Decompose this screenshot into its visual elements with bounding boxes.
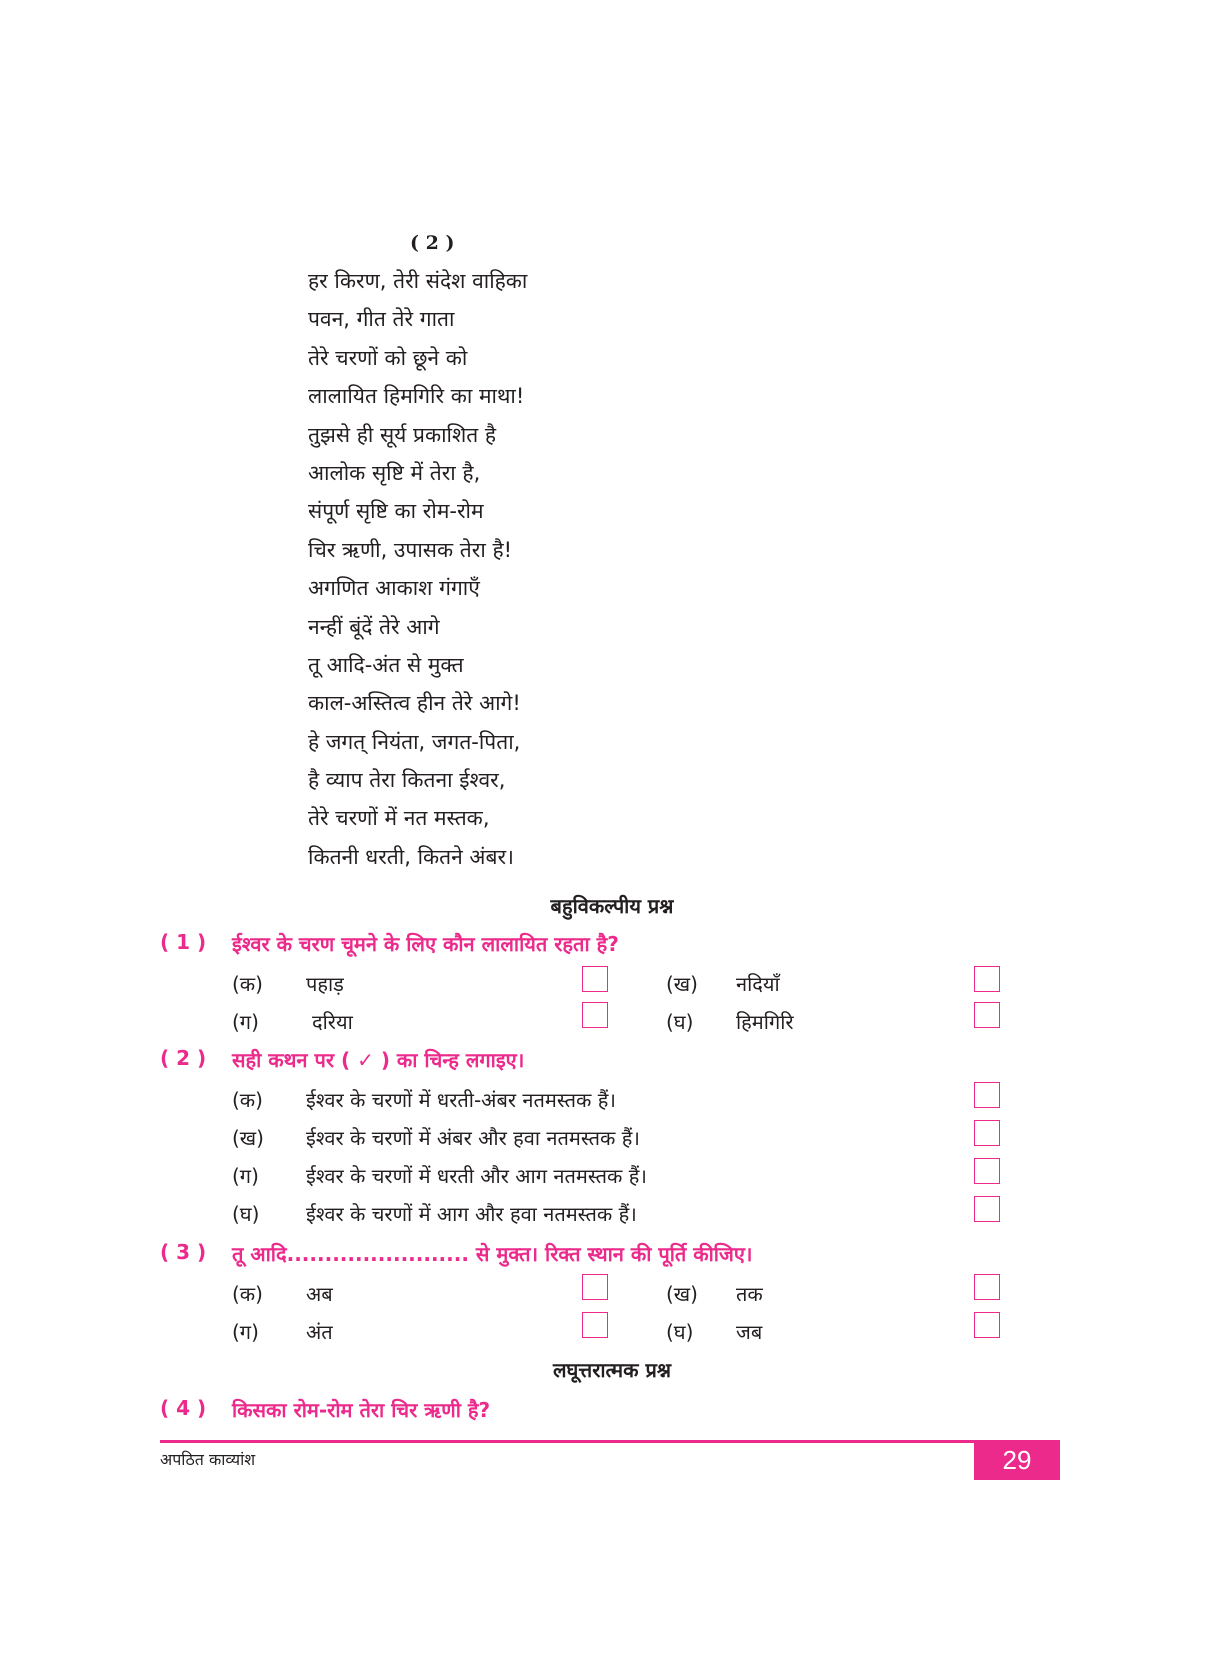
q2-option-d-checkbox[interactable] xyxy=(974,1196,1000,1222)
q3-option-a-checkbox[interactable] xyxy=(582,1274,608,1300)
footer-rule xyxy=(160,1440,1060,1443)
q3-option-a-label: (क) xyxy=(232,1282,263,1306)
question-1-number: ( 1 ) xyxy=(160,930,207,954)
q1-option-b-label: (ख) xyxy=(666,972,698,996)
short-answer-section-title: लघूत्तरात्मक प्रश्न xyxy=(553,1358,671,1382)
q3-option-d-label: (घ) xyxy=(666,1320,694,1344)
q2-option-b-label: (ख) xyxy=(232,1126,264,1150)
poem-line: पवन, गीत तेरे गाता xyxy=(308,307,455,332)
poem-line: संपूर्ण सृष्टि का रोम-रोम xyxy=(308,499,484,524)
poem-line: अगणित आकाश गंगाएँ xyxy=(308,576,480,601)
poem-line: तू आदि-अंत से मुक्त xyxy=(308,652,464,677)
q3-option-d-checkbox[interactable] xyxy=(974,1312,1000,1338)
q1-option-d-checkbox[interactable] xyxy=(974,1002,1000,1028)
poem-line: काल-अस्तित्व हीन तेरे आगे! xyxy=(308,691,521,716)
footer-section-name: अपठित काव्यांश xyxy=(160,1450,256,1469)
poem-number: ( 2 ) xyxy=(410,232,455,254)
q3-option-d-text: जब xyxy=(736,1320,763,1344)
poem-line: तुझसे ही सूर्य प्रकाशित है xyxy=(308,422,497,447)
q2-option-d-text: ईश्वर के चरणों में आग और हवा नतमस्तक हैं। xyxy=(306,1202,637,1226)
q1-option-c-text: दरिया xyxy=(312,1010,353,1034)
poem-line: हे जगत् नियंता, जगत-पिता, xyxy=(308,729,521,754)
poem-line: आलोक सृष्टि में तेरा है, xyxy=(308,460,481,485)
q3-option-c-label: (ग) xyxy=(232,1320,259,1344)
poem-line: तेरे चरणों को छूने को xyxy=(308,345,468,370)
q1-option-b-checkbox[interactable] xyxy=(974,966,1000,992)
q2-option-c-text: ईश्वर के चरणों में धरती और आग नतमस्तक हैं। xyxy=(306,1164,647,1188)
q1-option-a-label: (क) xyxy=(232,972,263,996)
q1-option-b-text: नदियाँ xyxy=(736,972,780,996)
question-4-number: ( 4 ) xyxy=(160,1396,207,1420)
poem-line: है व्याप तेरा कितना ईश्वर, xyxy=(308,768,506,793)
q1-option-c-checkbox[interactable] xyxy=(582,1002,608,1028)
q1-option-a-checkbox[interactable] xyxy=(582,966,608,992)
question-3-text: तू आदि........................ से मुक्त। रिक्त स्थान की पूर्ति कीजिए। xyxy=(232,1242,753,1266)
question-2-text: सही कथन पर ( ✓ ) का चिन्ह लगाइए। xyxy=(232,1048,525,1072)
q2-option-a-label: (क) xyxy=(232,1088,263,1112)
q1-option-c-label: (ग) xyxy=(232,1010,259,1034)
mcq-section-title: बहुविकल्पीय प्रश्न xyxy=(550,894,674,918)
q2-option-b-text: ईश्वर के चरणों में अंबर और हवा नतमस्तक हैं। xyxy=(306,1126,640,1150)
q3-option-b-text: तक xyxy=(736,1282,763,1306)
q3-option-c-text: अंत xyxy=(306,1320,333,1344)
q2-option-a-checkbox[interactable] xyxy=(974,1082,1000,1108)
question-4-text: किसका रोम-रोम तेरा चिर ऋणी है? xyxy=(232,1398,491,1422)
question-3-number: ( 3 ) xyxy=(160,1240,207,1264)
q2-option-a-text: ईश्वर के चरणों में धरती-अंबर नतमस्तक हैं। xyxy=(306,1088,616,1112)
question-2-number: ( 2 ) xyxy=(160,1046,207,1070)
q1-option-d-label: (घ) xyxy=(666,1010,694,1034)
q3-option-b-label: (ख) xyxy=(666,1282,698,1306)
q1-option-d-text: हिमगिरि xyxy=(736,1010,794,1034)
question-1-text: ईश्वर के चरण चूमने के लिए कौन लालायित रहता है? xyxy=(232,932,619,956)
q1-option-a-text: पहाड़ xyxy=(306,972,344,996)
poem-line: हर किरण, तेरी संदेश वाहिका xyxy=(308,269,528,293)
q3-option-a-text: अब xyxy=(306,1282,333,1306)
page-number-badge: 29 xyxy=(974,1440,1060,1480)
q3-option-c-checkbox[interactable] xyxy=(582,1312,608,1338)
poem xyxy=(308,262,527,876)
poem-line: कितनी धरती, कितने अंबर। xyxy=(308,844,515,869)
q2-option-c-label: (ग) xyxy=(232,1164,259,1188)
q2-option-c-checkbox[interactable] xyxy=(974,1158,1000,1184)
poem-line: चिर ऋणी, उपासक तेरा है! xyxy=(308,537,513,562)
q2-option-d-label: (घ) xyxy=(232,1202,260,1226)
q2-option-b-checkbox[interactable] xyxy=(974,1120,1000,1146)
poem-line: तेरे चरणों में नत मस्तक, xyxy=(308,806,490,831)
poem-line: लालायित हिमगिरि का माथा! xyxy=(308,384,525,409)
q3-option-b-checkbox[interactable] xyxy=(974,1274,1000,1300)
poem-line: नन्हीं बूंदें तेरे आगे xyxy=(308,614,440,639)
